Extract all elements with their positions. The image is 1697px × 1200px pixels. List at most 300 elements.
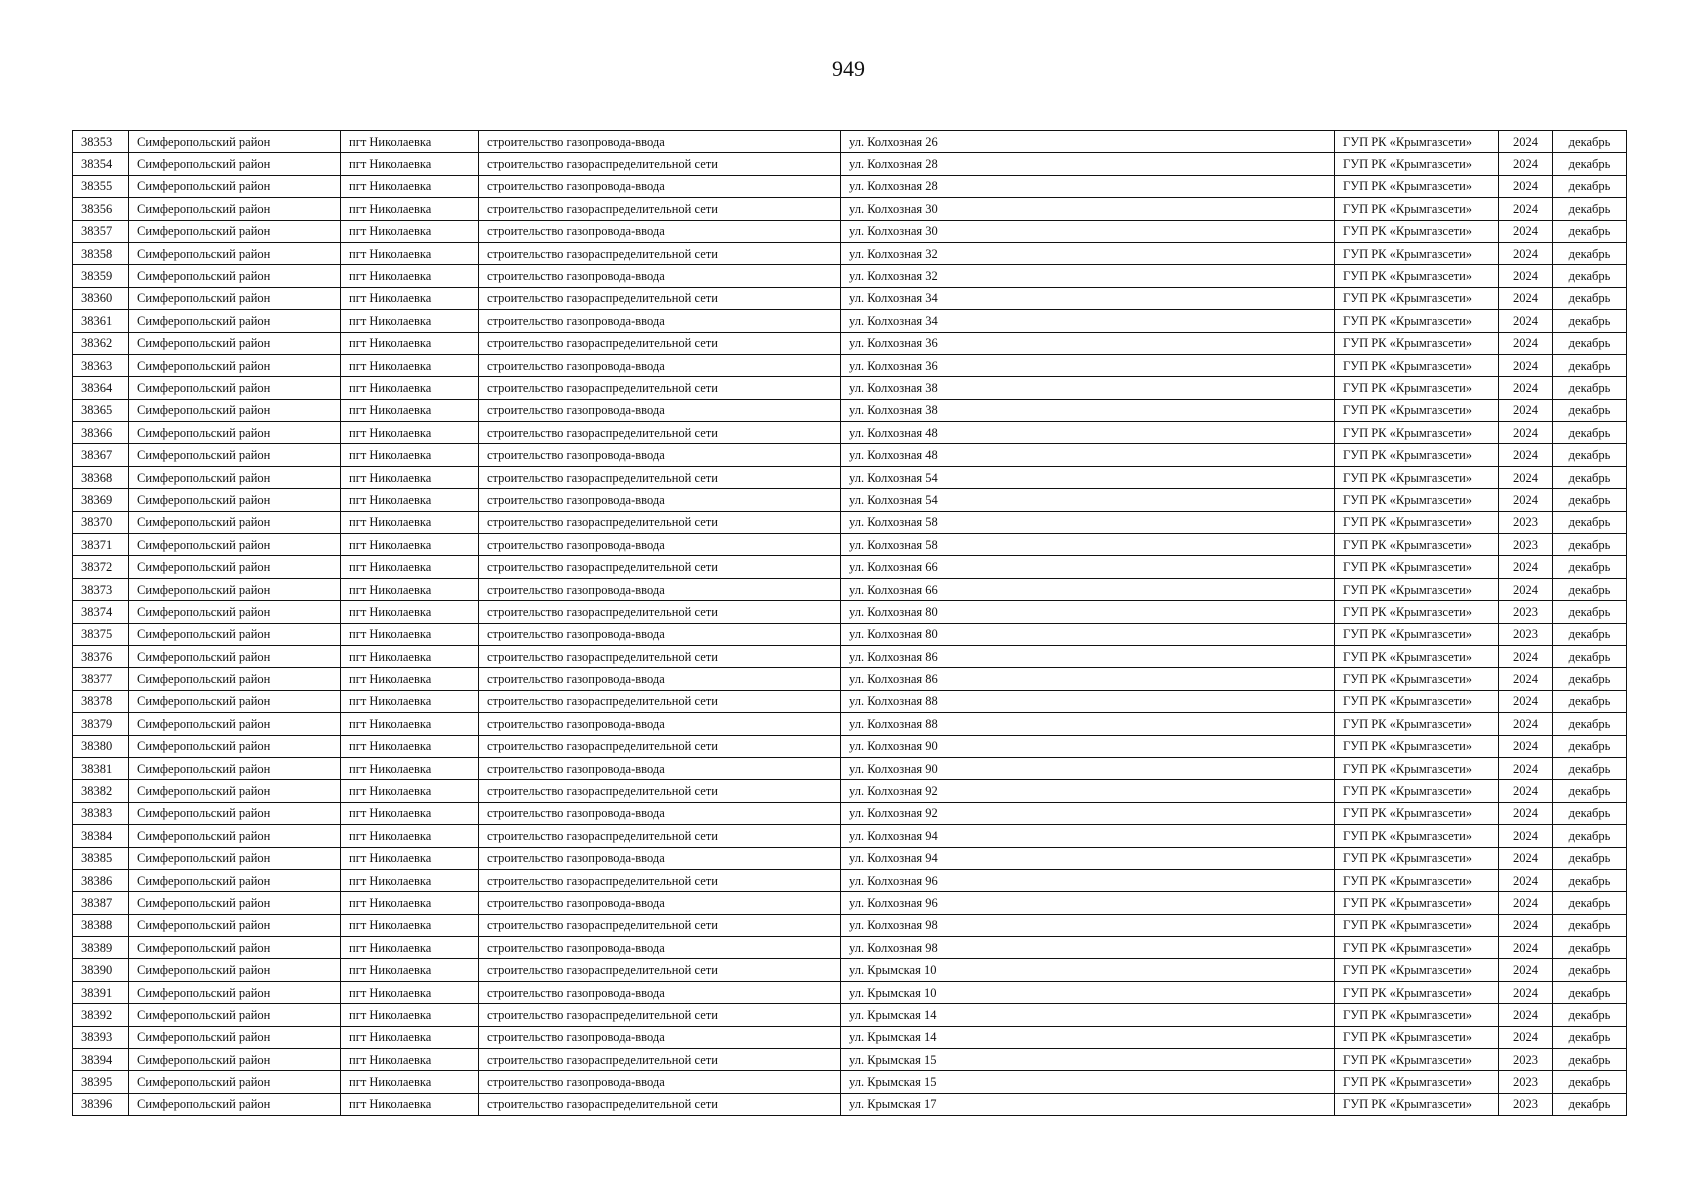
cell-work-type: строительство газораспределительной сети [479,422,841,444]
cell-organization: ГУП РК «Крымгазсети» [1335,175,1499,197]
cell-organization: ГУП РК «Крымгазсети» [1335,422,1499,444]
cell-settlement: пгт Николаевка [341,713,479,735]
cell-district: Симферопольский район [129,1004,341,1026]
cell-row-number: 38391 [73,981,129,1003]
cell-address: ул. Колхозная 66 [841,556,1335,578]
cell-row-number: 38368 [73,466,129,488]
cell-organization: ГУП РК «Крымгазсети» [1335,220,1499,242]
cell-organization: ГУП РК «Крымгазсети» [1335,354,1499,376]
cell-row-number: 38388 [73,914,129,936]
cell-organization: ГУП РК «Крымгазсети» [1335,153,1499,175]
table-row [73,1004,1627,1026]
cell-row-number: 38366 [73,422,129,444]
cell-month: декабрь [1553,645,1627,667]
cell-year: 2023 [1499,534,1553,556]
cell-settlement: пгт Николаевка [341,265,479,287]
cell-work-type: строительство газораспределительной сети [479,1093,841,1115]
cell-district: Симферопольский район [129,578,341,600]
cell-district: Симферопольский район [129,131,341,153]
table-row [73,489,1627,511]
cell-address: ул. Колхозная 32 [841,242,1335,264]
cell-month: декабрь [1553,511,1627,533]
cell-work-type: строительство газораспределительной сети [479,1004,841,1026]
cell-district: Симферопольский район [129,242,341,264]
cell-settlement: пгт Николаевка [341,757,479,779]
cell-settlement: пгт Николаевка [341,780,479,802]
cell-year: 2024 [1499,869,1553,891]
cell-row-number: 38384 [73,825,129,847]
cell-work-type: строительство газопровода-ввода [479,534,841,556]
table-row [73,444,1627,466]
table-row [73,131,1627,153]
cell-settlement: пгт Николаевка [341,1004,479,1026]
cell-district: Симферопольский район [129,399,341,421]
cell-row-number: 38377 [73,668,129,690]
cell-month: декабрь [1553,489,1627,511]
cell-organization: ГУП РК «Крымгазсети» [1335,981,1499,1003]
cell-year: 2024 [1499,825,1553,847]
cell-work-type: строительство газопровода-ввода [479,668,841,690]
table-row [73,981,1627,1003]
cell-month: декабрь [1553,1049,1627,1071]
table-row [73,1049,1627,1071]
table-row [73,892,1627,914]
cell-address: ул. Крымская 10 [841,959,1335,981]
table-row [73,1071,1627,1093]
cell-work-type: строительство газопровода-ввода [479,757,841,779]
cell-address: ул. Колхозная 92 [841,802,1335,824]
cell-year: 2024 [1499,690,1553,712]
cell-organization: ГУП РК «Крымгазсети» [1335,825,1499,847]
cell-year: 2024 [1499,847,1553,869]
table-row [73,466,1627,488]
cell-settlement: пгт Николаевка [341,153,479,175]
cell-work-type: строительство газораспределительной сети [479,287,841,309]
cell-year: 2024 [1499,332,1553,354]
cell-month: декабрь [1553,757,1627,779]
cell-work-type: строительство газопровода-ввода [479,175,841,197]
table-row [73,914,1627,936]
cell-row-number: 38393 [73,1026,129,1048]
cell-organization: ГУП РК «Крымгазсети» [1335,198,1499,220]
cell-address: ул. Крымская 14 [841,1004,1335,1026]
cell-address: ул. Колхозная 92 [841,780,1335,802]
cell-district: Симферопольский район [129,892,341,914]
cell-settlement: пгт Николаевка [341,534,479,556]
cell-organization: ГУП РК «Крымгазсети» [1335,265,1499,287]
cell-address: ул. Крымская 15 [841,1049,1335,1071]
cell-year: 2023 [1499,511,1553,533]
cell-month: декабрь [1553,265,1627,287]
cell-address: ул. Крымская 15 [841,1071,1335,1093]
cell-work-type: строительство газораспределительной сети [479,332,841,354]
table-row [73,153,1627,175]
table-row [73,713,1627,735]
table-row [73,802,1627,824]
cell-row-number: 38382 [73,780,129,802]
cell-month: декабрь [1553,556,1627,578]
cell-work-type: строительство газопровода-ввода [479,489,841,511]
cell-organization: ГУП РК «Крымгазсети» [1335,1093,1499,1115]
cell-work-type: строительство газораспределительной сети [479,153,841,175]
cell-organization: ГУП РК «Крымгазсети» [1335,713,1499,735]
cell-district: Симферопольский район [129,198,341,220]
cell-address: ул. Колхозная 30 [841,198,1335,220]
cell-district: Симферопольский район [129,937,341,959]
cell-district: Симферопольский район [129,175,341,197]
table-row [73,623,1627,645]
cell-organization: ГУП РК «Крымгазсети» [1335,242,1499,264]
cell-row-number: 38359 [73,265,129,287]
cell-work-type: строительство газораспределительной сети [479,601,841,623]
cell-work-type: строительство газораспределительной сети [479,914,841,936]
cell-district: Симферопольский район [129,869,341,891]
cell-district: Симферопольский район [129,1093,341,1115]
cell-month: декабрь [1553,668,1627,690]
cell-month: декабрь [1553,422,1627,444]
cell-district: Симферопольский район [129,802,341,824]
cell-month: декабрь [1553,198,1627,220]
cell-year: 2024 [1499,713,1553,735]
table-row [73,175,1627,197]
cell-work-type: строительство газораспределительной сети [479,466,841,488]
table-row [73,1026,1627,1048]
cell-month: декабрь [1553,287,1627,309]
cell-row-number: 38362 [73,332,129,354]
cell-settlement: пгт Николаевка [341,623,479,645]
cell-organization: ГУП РК «Крымгазсети» [1335,645,1499,667]
cell-month: декабрь [1553,175,1627,197]
cell-month: декабрь [1553,1026,1627,1048]
cell-organization: ГУП РК «Крымгазсети» [1335,310,1499,332]
cell-district: Симферопольский район [129,757,341,779]
cell-month: декабрь [1553,1071,1627,1093]
cell-address: ул. Колхозная 48 [841,422,1335,444]
table-row [73,959,1627,981]
cell-settlement: пгт Николаевка [341,175,479,197]
cell-address: ул. Колхозная 38 [841,377,1335,399]
cell-organization: ГУП РК «Крымгазсети» [1335,131,1499,153]
table-row [73,847,1627,869]
cell-address: ул. Колхозная 28 [841,175,1335,197]
cell-row-number: 38383 [73,802,129,824]
cell-month: декабрь [1553,892,1627,914]
cell-work-type: строительство газопровода-ввода [479,444,841,466]
cell-organization: ГУП РК «Крымгазсети» [1335,780,1499,802]
cell-settlement: пгт Николаевка [341,645,479,667]
cell-settlement: пгт Николаевка [341,422,479,444]
cell-year: 2024 [1499,937,1553,959]
cell-settlement: пгт Николаевка [341,825,479,847]
cell-year: 2024 [1499,198,1553,220]
cell-settlement: пгт Николаевка [341,601,479,623]
cell-settlement: пгт Николаевка [341,802,479,824]
cell-row-number: 38381 [73,757,129,779]
cell-row-number: 38392 [73,1004,129,1026]
cell-row-number: 38369 [73,489,129,511]
cell-address: ул. Колхозная 88 [841,713,1335,735]
cell-settlement: пгт Николаевка [341,131,479,153]
cell-address: ул. Колхозная 98 [841,914,1335,936]
table-row [73,198,1627,220]
table-row [73,869,1627,891]
cell-year: 2024 [1499,131,1553,153]
cell-address: ул. Колхозная 30 [841,220,1335,242]
cell-year: 2024 [1499,735,1553,757]
cell-row-number: 38371 [73,534,129,556]
table-row [73,511,1627,533]
cell-row-number: 38380 [73,735,129,757]
cell-district: Симферопольский район [129,959,341,981]
cell-organization: ГУП РК «Крымгазсети» [1335,578,1499,600]
cell-work-type: строительство газопровода-ввода [479,713,841,735]
cell-work-type: строительство газораспределительной сети [479,645,841,667]
cell-work-type: строительство газопровода-ввода [479,1071,841,1093]
table-row [73,265,1627,287]
cell-address: ул. Колхозная 34 [841,310,1335,332]
cell-year: 2024 [1499,892,1553,914]
cell-work-type: строительство газопровода-ввода [479,220,841,242]
cell-month: декабрь [1553,601,1627,623]
cell-district: Симферопольский район [129,981,341,1003]
cell-year: 2024 [1499,959,1553,981]
cell-district: Симферопольский район [129,444,341,466]
table-row [73,735,1627,757]
cell-year: 2024 [1499,556,1553,578]
cell-organization: ГУП РК «Крымгазсети» [1335,1004,1499,1026]
cell-row-number: 38370 [73,511,129,533]
cell-settlement: пгт Николаевка [341,578,479,600]
cell-row-number: 38386 [73,869,129,891]
cell-year: 2024 [1499,757,1553,779]
cell-month: декабрь [1553,354,1627,376]
cell-work-type: строительство газопровода-ввода [479,892,841,914]
cell-district: Симферопольский район [129,1049,341,1071]
cell-organization: ГУП РК «Крымгазсети» [1335,892,1499,914]
cell-row-number: 38355 [73,175,129,197]
cell-month: декабрь [1553,220,1627,242]
cell-work-type: строительство газопровода-ввода [479,354,841,376]
cell-year: 2024 [1499,265,1553,287]
cell-district: Симферопольский район [129,220,341,242]
cell-year: 2023 [1499,1093,1553,1115]
cell-work-type: строительство газораспределительной сети [479,198,841,220]
cell-settlement: пгт Николаевка [341,668,479,690]
cell-year: 2024 [1499,399,1553,421]
cell-work-type: строительство газораспределительной сети [479,735,841,757]
cell-district: Симферопольский район [129,377,341,399]
cell-work-type: строительство газопровода-ввода [479,131,841,153]
cell-row-number: 38358 [73,242,129,264]
cell-district: Симферопольский район [129,780,341,802]
cell-row-number: 38356 [73,198,129,220]
table-row [73,534,1627,556]
cell-month: декабрь [1553,1093,1627,1115]
cell-work-type: строительство газораспределительной сети [479,780,841,802]
cell-work-type: строительство газораспределительной сети [479,869,841,891]
cell-year: 2024 [1499,354,1553,376]
cell-address: ул. Колхозная 58 [841,534,1335,556]
cell-organization: ГУП РК «Крымгазсети» [1335,332,1499,354]
cell-organization: ГУП РК «Крымгазсети» [1335,690,1499,712]
cell-year: 2024 [1499,175,1553,197]
cell-district: Симферопольский район [129,825,341,847]
cell-address: ул. Колхозная 34 [841,287,1335,309]
table-row [73,757,1627,779]
cell-month: декабрь [1553,444,1627,466]
cell-district: Симферопольский район [129,489,341,511]
cell-row-number: 38353 [73,131,129,153]
cell-address: ул. Колхозная 48 [841,444,1335,466]
cell-address: ул. Колхозная 66 [841,578,1335,600]
cell-organization: ГУП РК «Крымгазсети» [1335,399,1499,421]
cell-address: ул. Колхозная 94 [841,825,1335,847]
cell-address: ул. Колхозная 96 [841,892,1335,914]
cell-work-type: строительство газопровода-ввода [479,310,841,332]
cell-organization: ГУП РК «Крымгазсети» [1335,489,1499,511]
table-row [73,668,1627,690]
cell-district: Симферопольский район [129,332,341,354]
cell-year: 2024 [1499,489,1553,511]
cell-month: декабрь [1553,959,1627,981]
cell-organization: ГУП РК «Крымгазсети» [1335,466,1499,488]
table-row [73,937,1627,959]
table-row [73,377,1627,399]
table-row [73,780,1627,802]
works-table [72,130,1627,1116]
cell-organization: ГУП РК «Крымгазсети» [1335,377,1499,399]
cell-district: Симферопольский район [129,690,341,712]
cell-month: декабрь [1553,377,1627,399]
cell-month: декабрь [1553,825,1627,847]
cell-organization: ГУП РК «Крымгазсети» [1335,757,1499,779]
table-body [73,131,1627,1116]
cell-year: 2023 [1499,601,1553,623]
cell-row-number: 38372 [73,556,129,578]
cell-organization: ГУП РК «Крымгазсети» [1335,735,1499,757]
cell-work-type: строительство газопровода-ввода [479,399,841,421]
cell-organization: ГУП РК «Крымгазсети» [1335,1026,1499,1048]
cell-year: 2024 [1499,220,1553,242]
cell-month: декабрь [1553,735,1627,757]
cell-month: декабрь [1553,869,1627,891]
cell-row-number: 38361 [73,310,129,332]
cell-organization: ГУП РК «Крымгазсети» [1335,623,1499,645]
table-row [73,354,1627,376]
cell-district: Симферопольский район [129,287,341,309]
cell-district: Симферопольский район [129,534,341,556]
cell-row-number: 38365 [73,399,129,421]
cell-district: Симферопольский район [129,466,341,488]
cell-address: ул. Колхозная 26 [841,131,1335,153]
cell-month: декабрь [1553,534,1627,556]
cell-settlement: пгт Николаевка [341,489,479,511]
cell-work-type: строительство газопровода-ввода [479,802,841,824]
cell-settlement: пгт Николаевка [341,1071,479,1093]
cell-year: 2024 [1499,645,1553,667]
cell-settlement: пгт Николаевка [341,399,479,421]
cell-district: Симферопольский район [129,601,341,623]
cell-organization: ГУП РК «Крымгазсети» [1335,556,1499,578]
cell-settlement: пгт Николаевка [341,869,479,891]
table-row [73,601,1627,623]
cell-district: Симферопольский район [129,153,341,175]
cell-month: декабрь [1553,981,1627,1003]
cell-address: ул. Колхозная 28 [841,153,1335,175]
cell-work-type: строительство газопровода-ввода [479,1026,841,1048]
cell-month: декабрь [1553,153,1627,175]
cell-year: 2024 [1499,578,1553,600]
cell-district: Симферопольский район [129,735,341,757]
cell-address: ул. Колхозная 98 [841,937,1335,959]
cell-year: 2024 [1499,668,1553,690]
cell-work-type: строительство газопровода-ввода [479,623,841,645]
cell-address: ул. Колхозная 80 [841,601,1335,623]
cell-row-number: 38375 [73,623,129,645]
cell-organization: ГУП РК «Крымгазсети» [1335,444,1499,466]
cell-work-type: строительство газопровода-ввода [479,578,841,600]
cell-month: декабрь [1553,332,1627,354]
cell-year: 2024 [1499,981,1553,1003]
cell-row-number: 38378 [73,690,129,712]
cell-address: ул. Колхозная 58 [841,511,1335,533]
table-row [73,399,1627,421]
cell-settlement: пгт Николаевка [341,847,479,869]
cell-organization: ГУП РК «Крымгазсети» [1335,511,1499,533]
table-row [73,645,1627,667]
cell-row-number: 38364 [73,377,129,399]
cell-district: Симферопольский район [129,847,341,869]
cell-address: ул. Колхозная 38 [841,399,1335,421]
cell-month: декабрь [1553,1004,1627,1026]
cell-address: ул. Колхозная 86 [841,668,1335,690]
cell-year: 2024 [1499,444,1553,466]
cell-settlement: пгт Николаевка [341,466,479,488]
cell-month: декабрь [1553,690,1627,712]
cell-month: декабрь [1553,131,1627,153]
cell-year: 2024 [1499,1004,1553,1026]
cell-row-number: 38396 [73,1093,129,1115]
cell-work-type: строительство газораспределительной сети [479,690,841,712]
cell-settlement: пгт Николаевка [341,1093,479,1115]
cell-year: 2024 [1499,310,1553,332]
cell-organization: ГУП РК «Крымгазсети» [1335,869,1499,891]
cell-year: 2023 [1499,1071,1553,1093]
cell-address: ул. Колхозная 90 [841,735,1335,757]
cell-month: декабрь [1553,399,1627,421]
cell-settlement: пгт Николаевка [341,220,479,242]
cell-settlement: пгт Николаевка [341,198,479,220]
cell-address: ул. Колхозная 80 [841,623,1335,645]
cell-settlement: пгт Николаевка [341,310,479,332]
page-number: 949 [832,56,865,81]
cell-work-type: строительство газораспределительной сети [479,825,841,847]
table-row [73,287,1627,309]
cell-address: ул. Крымская 17 [841,1093,1335,1115]
cell-year: 2024 [1499,287,1553,309]
cell-work-type: строительство газораспределительной сети [479,511,841,533]
cell-work-type: строительство газораспределительной сети [479,1049,841,1071]
table-row [73,310,1627,332]
cell-month: декабрь [1553,310,1627,332]
cell-row-number: 38394 [73,1049,129,1071]
cell-organization: ГУП РК «Крымгазсети» [1335,1049,1499,1071]
cell-organization: ГУП РК «Крымгазсети» [1335,937,1499,959]
cell-district: Симферопольский район [129,310,341,332]
cell-row-number: 38376 [73,645,129,667]
table-row [73,422,1627,444]
cell-month: декабрь [1553,914,1627,936]
